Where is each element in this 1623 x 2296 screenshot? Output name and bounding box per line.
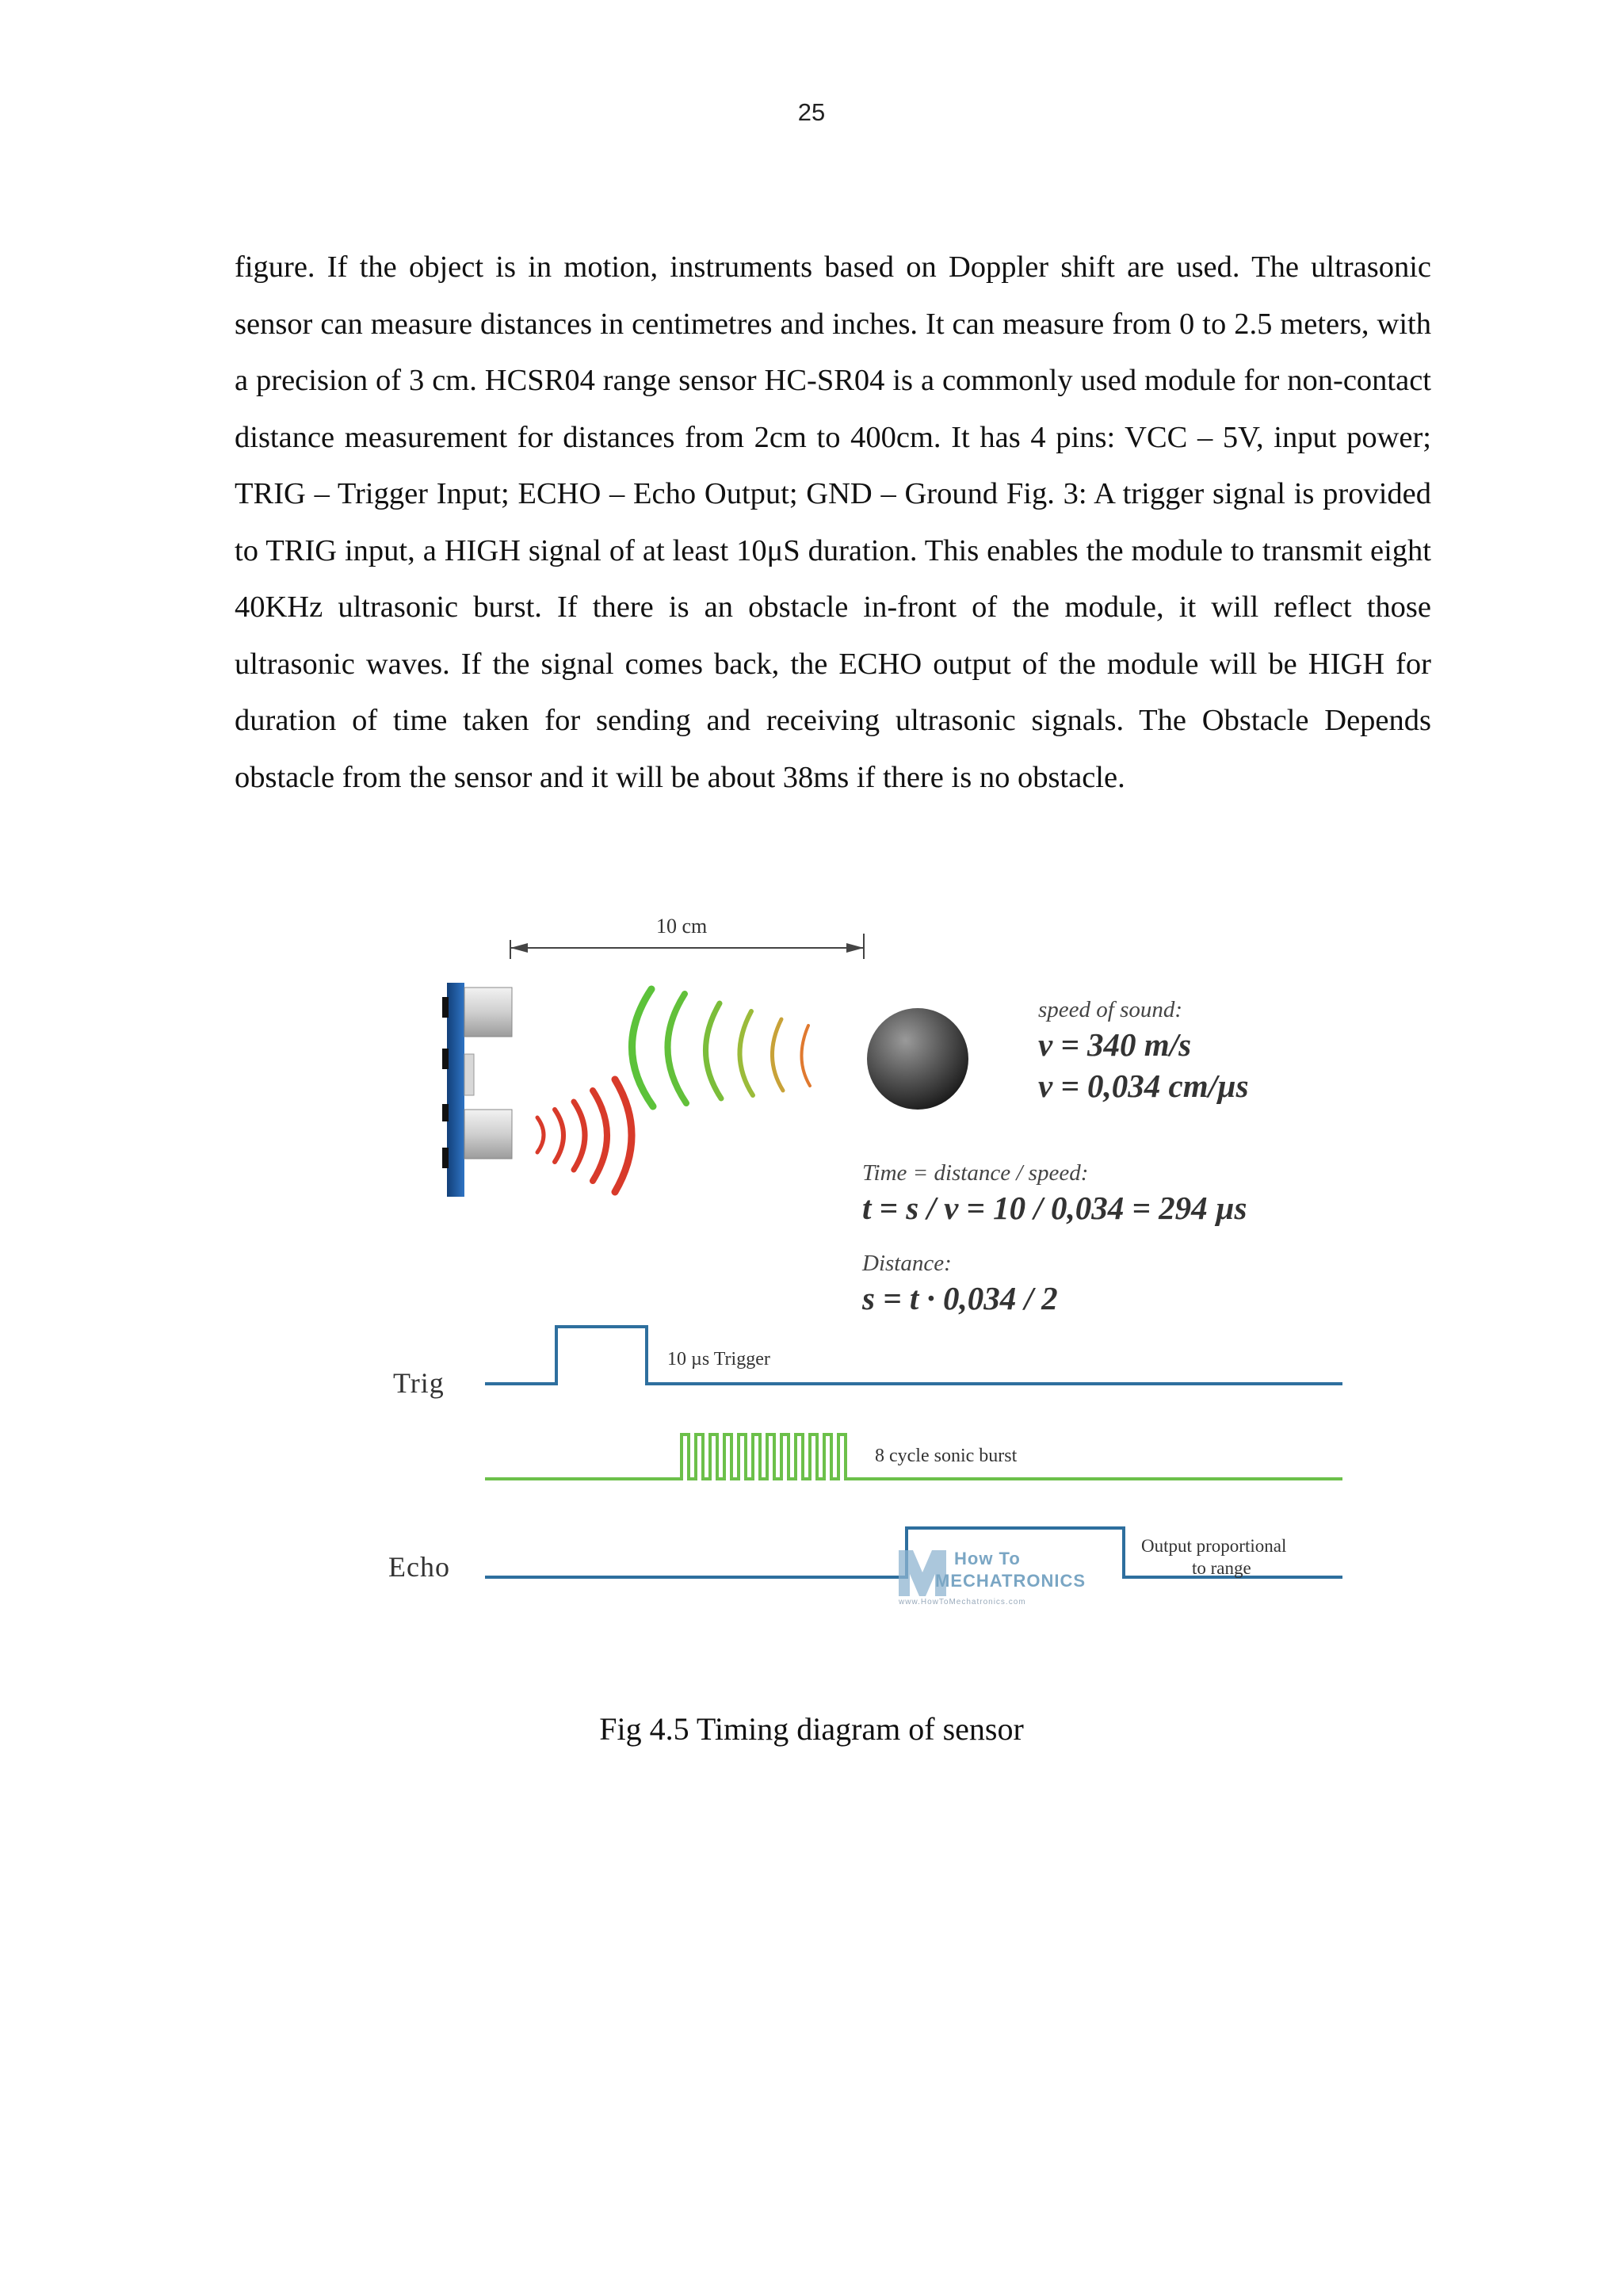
burst-note: 8 cycle sonic burst	[875, 1446, 1018, 1466]
sensor-timing-figure	[374, 910, 1357, 1679]
output-note-line-1: Output proportional	[1141, 1536, 1287, 1556]
time-heading: Time = distance / speed:	[862, 1160, 1089, 1186]
body-paragraph: figure. If the object is in motion, instruments based on Doppler shift are used. The ultrasonic sensor can measure distances in centimetres and inches. It can measure from 0 to 2.5 meters, with a precision of 3 cm. HCSR04 range sensor HC-SR04 is a commonly used module for non-contact distance measurement for distances from 2cm to 400cm. It has 4 pins: VCC – 5V, input power; TRIG – Trigger Input; ECHO – Echo Output; GND – Ground Fig. 3: A trigger signal is provided to TRIG input, a HIGH signal of at least 10μS duration. This enables the module to transmit eight 40KHz ultrasonic burst. If there is an obstacle in-front of the module, it will reflect those ultrasonic waves. If the signal comes back, the ECHO output of the module will be HIGH for duration of time taken for sending and receiving ultrasonic signals. The Obstacle Depends obstacle from the sensor and it will be about 38ms if there is no obstacle.	[235, 250, 1431, 794]
output-note-line-2: to range	[1192, 1558, 1251, 1578]
speed-heading: speed of sound:	[1038, 997, 1183, 1022]
sensor-module	[442, 983, 512, 1197]
speed-cmus-formula: v = 0,034 cm/µs	[1038, 1068, 1249, 1104]
trig-signal	[485, 1327, 1342, 1384]
page-number: 25	[797, 98, 826, 126]
figure-caption: Fig 4.5 Timing diagram of sensor	[599, 1711, 1024, 1747]
echo-label: Echo	[388, 1551, 450, 1583]
target-object	[867, 1008, 968, 1110]
distance-label: 10 cm	[656, 915, 708, 938]
watermark-text-line-2: MECHATRONICS	[935, 1571, 1086, 1591]
distance-heading: Distance:	[862, 1251, 952, 1276]
distance-formula: s = t · 0,034 / 2	[862, 1280, 1058, 1316]
transmitted-waves	[537, 1079, 632, 1192]
speed-ms-formula: v = 340 m/s	[1038, 1026, 1192, 1063]
reflected-waves	[632, 989, 810, 1106]
watermark-text-line-1: How To	[954, 1549, 1021, 1568]
trigger-note: 10 µs Trigger	[667, 1349, 770, 1370]
trig-label: Trig	[393, 1367, 445, 1399]
time-formula: t = s / v = 10 / 0,034 = 294 µs	[862, 1190, 1247, 1226]
watermark-url: www.HowToMechatronics.com	[899, 1598, 1026, 1606]
